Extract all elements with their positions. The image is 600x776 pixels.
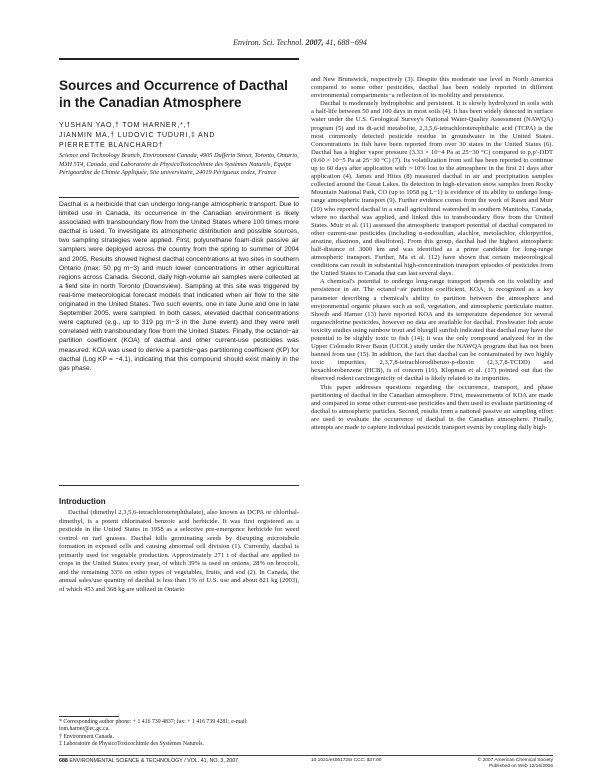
footnote-affiliation-2: ‡ Laboratoire de PhysicoToxicochimie des Systèmes Naturels.: [59, 740, 204, 747]
affiliation-secondary: Laboratoire de PhysicoToxicochimie des Systèmes Naturels, Equipe Périgourdine de Chimie Appliquée, Site universitaire, 24019 Périgueux cedex, France: [59, 160, 292, 177]
section-heading-introduction: Introduction: [59, 497, 106, 506]
footnotes: [59, 719, 299, 748]
footer-doi: 10.1021/es061725r CCC: $37.00: [311, 758, 382, 763]
introduction-body: [59, 509, 299, 594]
page-number: 688: [59, 758, 68, 764]
abstract-top-rule: [59, 197, 299, 198]
footer-page-info: [59, 758, 299, 764]
abstract-text: Dacthal is a herbicide that can undergo long-range atmospheric transport. Due to limited use in Canada, its occurrence in the Canadian environment is likely associated with transboundary flow from the United States where 100 times more dacthal is used. To investigate its atmospheric distribution and possible sources, two sampling strategies were applied. First, polyurethane foam-disk passive air samplers were deployed across the country from the spring to summer of 2004 and 2005. Results showed highest dacthal concentrations at two sites in southern Ontario (max: 50 pg m−3) and much lower concentrations in other agricultural regions across Canada. Second, daily high-volume air samples were collected at a field site in north Toronto (Downsview). Sampling at this site was triggered by real-time meteorological forecast models that indicated when air flow to the site originated in the United States. Two such events, one in late June and one in late September 2005, were sampled. In both cases, elevated dacthal concentrations were captured (e.g., up to 319 pg m−3 in the June event) and they were well correlated with transboundary flow from the United States. Finally, the octanol−air partition coefficient (KOA) of dacthal and other current-use pesticides was measured. KOA was used to derive a particle−gas partitioning coefficient (KP) for dacthal (Log KP = −4.1), indicating that this compound should exist mainly in the gas phase.: [59, 201, 299, 372]
affiliation-primary: Science and Technology Branch, Environment Canada, 4905 Dufferin Street, Toronto, Ontario, M3H 5T4, Canada, and: [59, 152, 299, 168]
abstract: [59, 200, 299, 373]
paragraph: Dacthal (dimethyl 2,3,5,6-tetrachloroterephthalate), also known as DCPA or chlorthal-dimethyl, is a potent chlorinated benzoic acid herbicide. It was first registered as a pesticide in the United States in 1958 as a selective pre-emergence herbicide for weed control on turf grasses. Dacthal kills germinating seeds by disrupting microtubule formation in exposed cells and causing abnormal cell division (1). Currently, dacthal is primarily used for vegetable production. Approximately 271 t of dacthal are applied to crops in the United States every year, of which 39% is used on onions, 28% on broccoli, and the remaining 33% on other types of vegetables, fruits, and sod (2). In Canada, the annual sales/use quantity of dacthal is less than 1% of U.S. use and about 821 kg (2003), of which 453 and 368 kg are utilized in Ontario: [59, 509, 299, 593]
author-line: JIANMIN MA,† LUDOVIC TUDURI,‡ AND: [59, 132, 216, 139]
paragraph: This paper addresses questions regarding the occurrence, transport, and phase partitioning of dacthal in the Canadian atmosphere. First, measurements of KOA are made and compared to some other current-use pesticides and then used to evaluate partitioning of dacthal to atmospheric particles. Second, results from a national passive air sampling effort are used to evaluate the occurrence of dacthal in the Canadian atmosphere. Finally, attempts are made to capture individual pesticide transport events by coupling daily high-: [311, 383, 553, 432]
published-date: Published on Web 12/16/2006: [488, 764, 553, 769]
abstract-bottom-rule: [59, 485, 299, 486]
footnote-rule: [59, 716, 119, 717]
journal-year: 2007,: [305, 38, 324, 47]
copyright: © 2007 American Chemical Society: [477, 758, 553, 763]
journal-name: Environ. Sci. Technol.: [233, 38, 304, 47]
footer-publisher: [440, 758, 553, 770]
footer-journal-line: ENVIRONMENTAL SCIENCE & TECHNOLOGY / VOL. 41, NO. 3, 2007: [69, 758, 239, 764]
paragraph: Dacthal is moderately hydrophobic and persistent. It is slowly hydrolyzed in soils with a half-life between 50 and 100 days in most soils (4). It has been widely detected in surface water under the U.S. Geological Survey's National Water-Quality Assessment (NAWQA) program (5) and its di-acid metabolite, 2,3,5,6-tetrachloroterephthalic acid (TCPA) is the most commonly detected pesticide residue in groundwater in the United States. Concentrations in fish have been reported from over 30 states in the United States (6). Dacthal has a higher vapor pressure (3.33 × 10−4 Pa at 25−30 °C) compared to p,p′-DDT (9.60 × 10−5 Pa at 25−30 °C) (7). Its volatilization from soil has been reported to continue up to 60 days after application with ∼10% lost to the atmosphere in the first 21 days after application (4). James and Hites (8) measured dacthal in air and precipitation samples collected around the Great Lakes. Its detection in high-elevation snow samples from Rocky Mountain National Park, CO (up to 1058 pg L−1) is evidence of its ability to undergo long-range atmospheric transport (9). Further evidence comes from the work of Rawn and Muir (10) who reported dacthal in a small agricultural watershed in southern Manitoba, Canada, where no dacthal was applied, and linked this to transboundary flow from the United States. Muir et al. (11) assessed the atmospheric transport potential of dacthal compared to other current-use pesticides (including α-endosulfan, alachlor, metolachlor, chlorpyrifos, atrazine, diazinon, and disulfoton). From this group, dacthal had the highest atmospheric half-distance of 3000 km and was identified as a prime candidate for long-range atmospheric transport. Further, Ma et al. (12) have shown that certain meteorological conditions can result in substantial high-concentration transport episodes of pesticides from the United States to Canada that can last several days.: [311, 100, 553, 278]
footer-rule: [59, 755, 553, 756]
title-top-rule: [59, 58, 299, 60]
article-title: Sources and Occurrence of Dacthal in the Canadian Atmosphere: [59, 78, 288, 110]
journal-volume: 41,: [325, 38, 336, 47]
paragraph: and New Brunswick, respectively (3). Despite this moderate use level in North America compared to some other pesticides, dacthal has been widely reported in different environmental compartments−a reflection of its mobility and persistence.: [311, 76, 553, 100]
journal-pages: 688−694: [337, 38, 367, 47]
author-list: [59, 121, 299, 151]
right-column-body: [311, 76, 553, 432]
author-line: PIERRETTE BLANCHARD†: [59, 142, 164, 149]
author-line: YUSHAN YAO,† TOM HARNER,*,†: [59, 122, 191, 129]
affiliations: [59, 152, 299, 178]
journal-header: [0, 38, 600, 47]
paragraph: A chemical's potential to undergo long-range transport depends on its volatility and persistence in air. The octanol−air partition coefficient, KOA, is recognized as a key parameter describing a chemical's ability to partition between the atmosphere and environmental organic phases such as soil, vegetation, and atmospheric particulate matter. Shoeib and Harner (13) have reported KOA and its temperature dependence for several organochlorine pesticides, however no data are available for dacthal. Freshwater fish acute toxicity studies using rainbow trout and bluegill sunfish indicated that dacthal may have the potential to be slightly toxic to fish (14); it was the only compound analyzed for in the Upper Colorado River Basin (UCOL) study under the NAWQA program that has not been banned from use (15). In addition, the fact that dacthal can be contaminated by two highly toxic impurities, 2,3,7,8-tetrachlorodibenzo-p-dioxin (2,3,7,8-TCDD) and hexachlorobenzene (HCB), is of concern (16). Klopman et al. (17) pointed out that the observed rodent carcinogenicity of dacthal is likely related to its impurities.: [311, 278, 553, 383]
footnote-affiliation-1: † Environment Canada.: [59, 733, 114, 740]
footnote-corresponding-author: * Corresponding author phone: + 1 416 739 4837; fax: + 1 416 739 4281; e-mail: tom.harner@ec.gc.ca.: [59, 719, 248, 733]
